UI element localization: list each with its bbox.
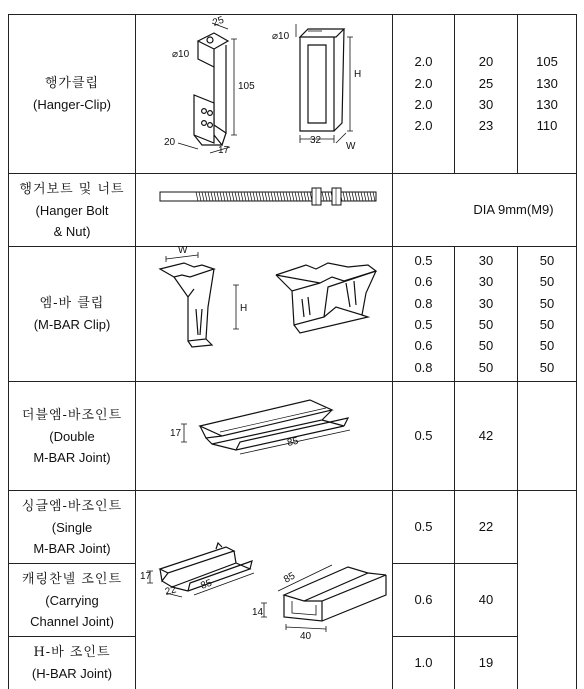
dim-label: 17 (170, 428, 182, 439)
row-hanger-clip-col3 (518, 15, 576, 173)
name-korean: 엠-바 클립 (39, 296, 105, 311)
value-cell: 30 (478, 274, 494, 290)
dim-label: 17 (140, 571, 152, 582)
spec-value: DIA 9mm(M9) (473, 202, 554, 218)
dim-label: 17 (218, 145, 230, 156)
dim-label: 85 (282, 570, 298, 586)
row-hanger-bolt-name (9, 174, 135, 246)
value-cell: 0.5 (414, 519, 433, 535)
row-hbar-joint-col2 (455, 637, 517, 689)
value-cell: 50 (478, 359, 494, 375)
row-single-mbar-joint-name (9, 491, 135, 563)
dim-label: H (240, 303, 248, 314)
value-cell: 40 (478, 592, 494, 608)
row-hanger-bolt-spec (393, 174, 576, 246)
value-cell: 25 (478, 75, 494, 91)
value-cell: 2.0 (414, 97, 433, 112)
row-double-mbar-joint-name (9, 382, 135, 490)
value-cell: 50 (539, 317, 555, 332)
joint-drawings (136, 491, 392, 689)
row-carrying-channel-joint-col2 (455, 564, 517, 636)
dim-label: 105 (238, 81, 255, 92)
dim-label: 22 (163, 584, 178, 598)
name-english: (Hanger-Clip) (32, 97, 112, 112)
value-cell: 42 (478, 428, 494, 444)
name-korean: 싱글엠-바조인트 (21, 498, 123, 514)
name-english: (Single (51, 519, 93, 535)
value-cell: 2.0 (414, 75, 433, 91)
row-hanger-clip-col2 (455, 15, 517, 173)
row-carrying-channel-joint-col1 (393, 564, 454, 636)
value-cell: 0.6 (414, 274, 433, 290)
value-cell: 50 (478, 317, 494, 332)
value-cell: 105 (536, 54, 558, 70)
value-cell: 2.0 (414, 118, 433, 134)
dim-label: W (178, 245, 188, 256)
value-cell: 23 (478, 118, 494, 134)
row-hanger-clip-col1 (393, 15, 454, 173)
row-hbar-joint-col1 (393, 637, 454, 689)
dim-label: 20 (164, 137, 176, 148)
name-english: (Double (49, 428, 95, 444)
value-cell: 0.5 (414, 252, 433, 268)
name-english: (Carrying (45, 592, 99, 608)
double-mbar-joint-drawing (136, 382, 392, 490)
dim-label: 25 (211, 14, 226, 29)
value-cell: 130 (536, 97, 558, 112)
name-english: M-BAR Joint) (33, 540, 111, 556)
mbar-clip-drawing (136, 247, 392, 381)
name-korean: 행가클립 (44, 76, 100, 91)
dim-label: 32 (310, 135, 322, 146)
value-cell: 30 (478, 97, 494, 112)
value-cell: 0.5 (414, 428, 433, 444)
value-cell: 0.8 (414, 295, 433, 311)
row-single-mbar-joint-col2 (455, 491, 517, 563)
name-english: & Nut) (53, 223, 91, 239)
value-cell: 50 (539, 274, 555, 290)
value-cell: 2.0 (414, 54, 433, 70)
name-english: (Hanger Bolt (35, 202, 109, 218)
row-double-mbar-joint-col1 (393, 382, 454, 490)
dim-label: 40 (300, 631, 312, 642)
value-cell: 130 (536, 75, 558, 91)
row-carrying-channel-joint-name (9, 564, 135, 636)
name-korean: 더블엠-바조인트 (21, 407, 123, 423)
row-single-mbar-joint-col1 (393, 491, 454, 563)
value-cell: 50 (539, 295, 555, 311)
row-mbar-clip-name (9, 247, 135, 381)
row-hanger-clip-name (9, 15, 135, 173)
name-korean: 캐링찬넬 조인트 (21, 571, 123, 587)
row-double-mbar-joint-col2 (455, 382, 517, 490)
name-english: (M-BAR Clip) (33, 317, 111, 332)
value-cell: 0.6 (414, 592, 433, 608)
dim-label: W (346, 141, 356, 152)
value-cell: 50 (539, 338, 555, 354)
name-english: (H-BAR Joint) (31, 666, 113, 681)
hanger-bolt-drawing (136, 174, 392, 246)
value-cell: 50 (539, 359, 555, 375)
name-korean: 행거보트 및 너트 (19, 181, 125, 197)
name-english: M-BAR Joint) (33, 449, 111, 465)
value-cell: 0.8 (414, 359, 433, 375)
dim-label: 85 (286, 435, 300, 449)
value-cell: 50 (539, 252, 555, 268)
value-cell: 30 (478, 252, 494, 268)
dim-label: ⌀10 (272, 31, 290, 42)
value-cell: 0.6 (414, 338, 433, 354)
name-korean: H-바 조인트 (33, 645, 111, 660)
dim-label: 14 (252, 607, 264, 618)
table-border-right (576, 14, 577, 689)
row-hbar-joint-name (9, 637, 135, 689)
value-cell: 50 (478, 338, 494, 354)
value-cell: 20 (478, 54, 494, 70)
value-cell: 30 (478, 295, 494, 311)
value-cell: 22 (478, 519, 494, 535)
row-mbar-clip-col1 (393, 247, 454, 381)
value-cell: 1.0 (414, 655, 433, 671)
dim-label: ⌀10 (172, 49, 190, 60)
row-mbar-clip-col2 (455, 247, 517, 381)
dim-label: H (354, 69, 362, 80)
value-cell: 110 (536, 118, 558, 134)
name-english: Channel Joint) (30, 613, 114, 629)
value-cell: 0.5 (414, 317, 433, 332)
hanger-clip-drawing (136, 15, 392, 173)
dim-label: 85 (199, 577, 214, 592)
value-cell: 19 (478, 655, 494, 671)
row-mbar-clip-col3 (518, 247, 576, 381)
